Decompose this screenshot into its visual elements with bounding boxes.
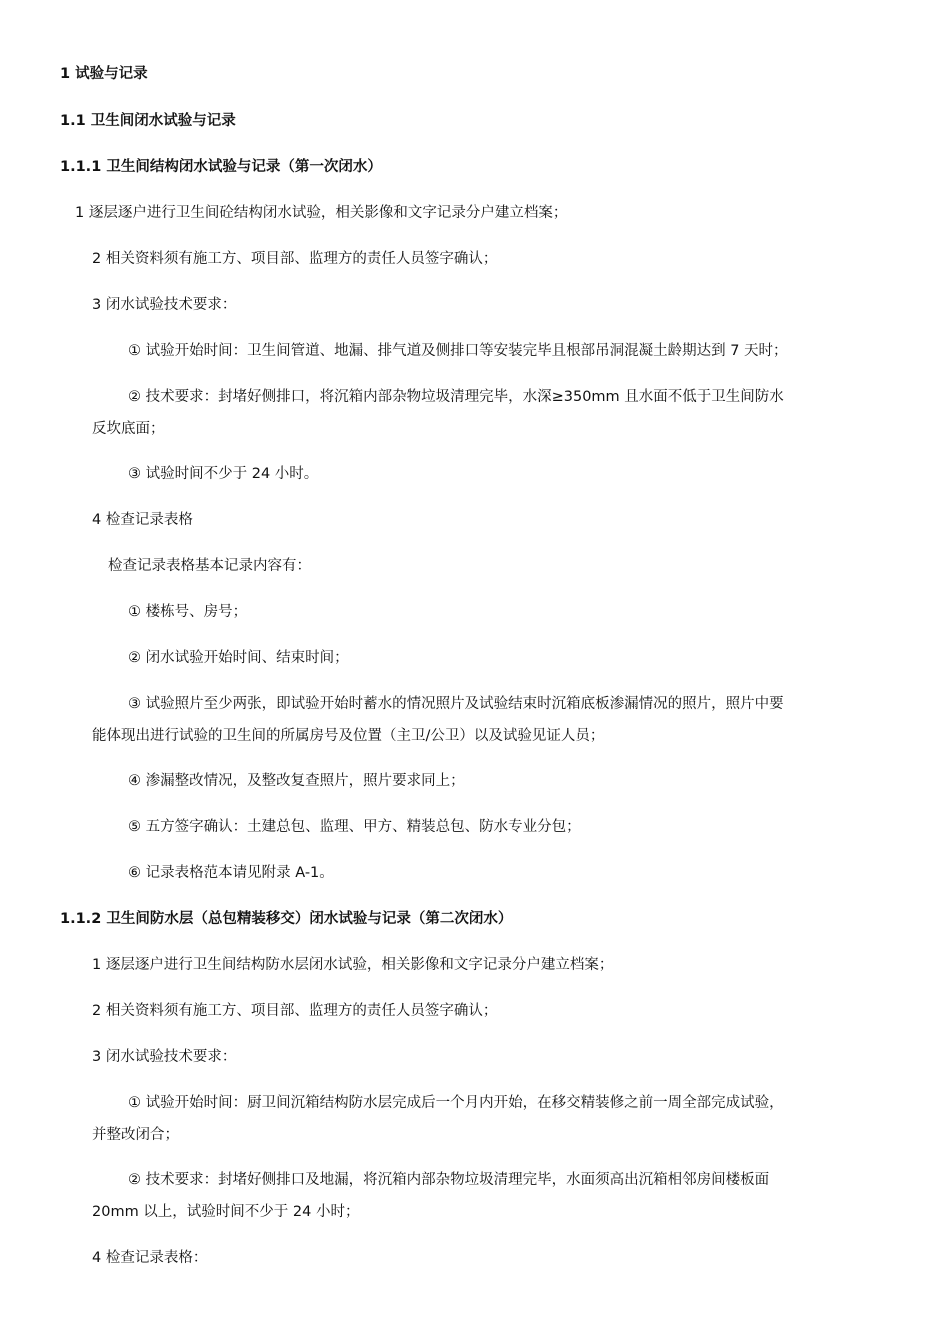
record-6: ⑥ 记录表格范本请见附录 A-1。 [128,865,334,881]
first-item-1: 1 逐层逐户进行卫生间砼结构闭水试验，相关影像和文字记录分户建立档案； [75,205,568,221]
record-1: ① 楼栋号、房号； [128,604,248,620]
first-item-3: 3 闭水试验技术要求： [92,297,237,313]
second-item-4: 4 检查记录表格： [92,1250,208,1266]
first-item-4: 4 检查记录表格 [92,512,193,528]
heading-1: 1 试验与记录 [60,66,148,82]
first-req-1: ① 试验开始时间：卫生间管道、地漏、排气道及侧排口等安装完毕且根部吊洞混凝土龄期达到 7 天时； [128,343,788,359]
second-item-2: 2 相关资料须有施工方、项目部、监理方的责任人员签字确认； [92,1003,498,1019]
record-2: ② 闭水试验开始时间、结束时间； [128,650,349,666]
second-item-3: 3 闭水试验技术要求： [92,1049,237,1065]
heading-1-1-2: 1.1.2 卫生间防水层（总包精装移交）闭水试验与记录（第二次闭水） [60,911,513,927]
record-5: ⑤ 五方签字确认：土建总包、监理、甲方、精装总包、防水专业分包； [128,819,581,835]
second-req-1-line-1: ① 试验开始时间：厨卫间沉箱结构防水层完成后一个月内开始，在移交精装修之前一周全部完成试验， [128,1095,784,1111]
second-req-1-line-2: 并整改闭合； [92,1127,179,1143]
second-req-2-line-2: 20mm 以上，试验时间不少于 24 小时； [92,1204,360,1220]
first-req-3: ③ 试验时间不少于 24 小时。 [128,466,319,482]
first-req-2-line-2: 反坎底面； [92,421,165,437]
record-3-line-2: 能体现出进行试验的卫生间的所属房号及位置（主卫/公卫）以及试验见证人员； [92,728,605,744]
record-3-line-1: ③ 试验照片至少两张，即试验开始时蓄水的情况照片及试验结束时沉箱底板渗漏情况的照片，照片中要 [128,696,784,712]
heading-1-1-1: 1.1.1 卫生间结构闭水试验与记录（第一次闭水） [60,159,382,175]
second-item-1: 1 逐层逐户进行卫生间结构防水层闭水试验，相关影像和文字记录分户建立档案； [92,957,614,973]
record-intro: 检查记录表格基本记录内容有： [108,558,311,574]
second-req-2-line-1: ② 技术要求：封堵好侧排口及地漏，将沉箱内部杂物垃圾清理完毕，水面须高出沉箱相邻房间楼板面 [128,1172,770,1188]
heading-1-1: 1.1 卫生间闭水试验与记录 [60,113,236,129]
first-req-2-line-1: ② 技术要求：封堵好侧排口，将沉箱内部杂物垃圾清理完毕，水深≥350mm 且水面不低于卫生间防水 [128,389,784,405]
first-item-2: 2 相关资料须有施工方、项目部、监理方的责任人员签字确认； [92,251,498,267]
record-4: ④ 渗漏整改情况，及整改复查照片，照片要求同上； [128,773,465,789]
